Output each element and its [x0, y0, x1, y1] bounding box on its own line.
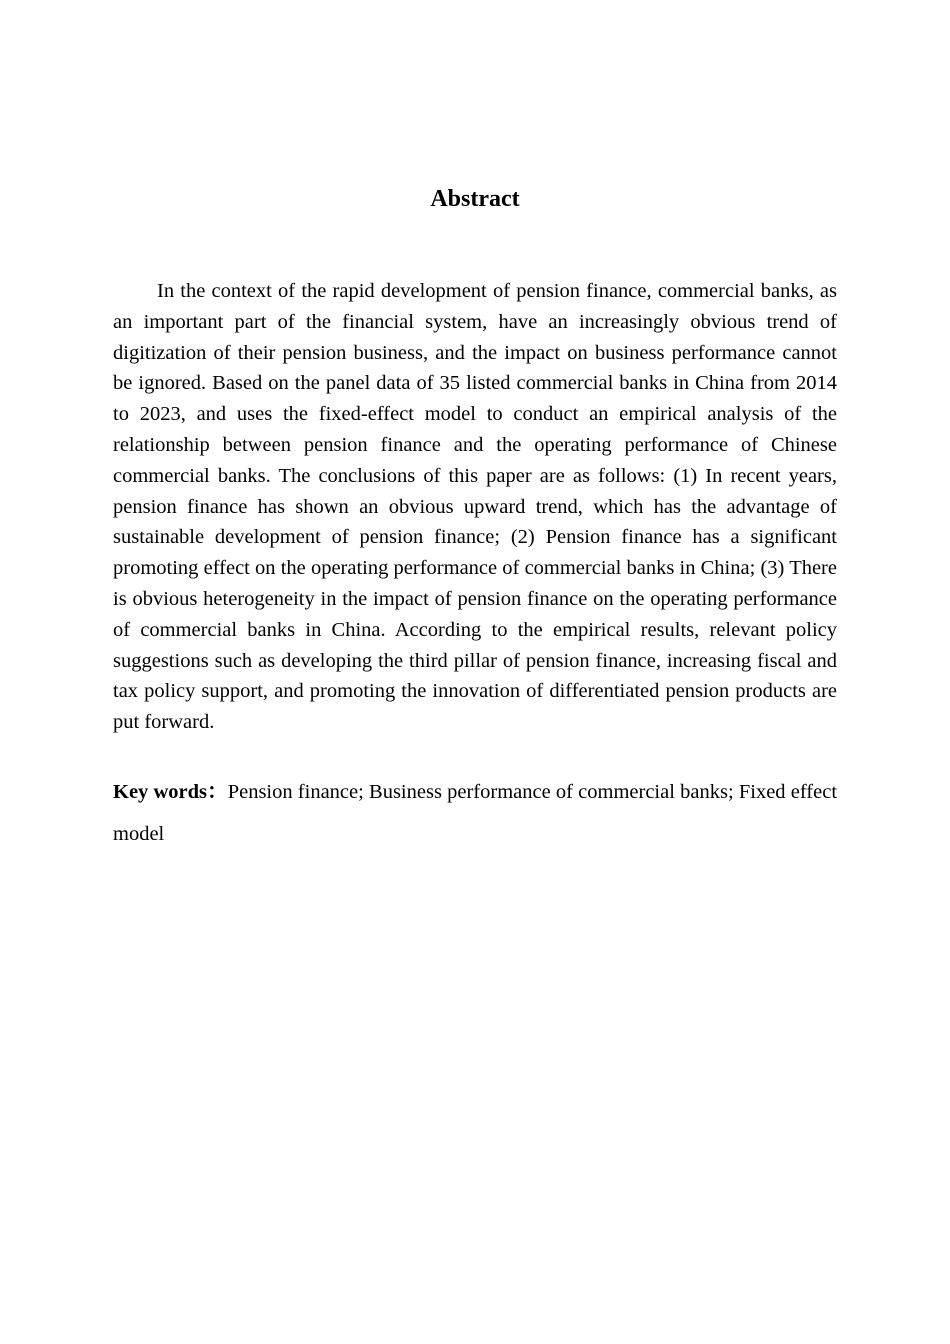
keywords-label: Key words： [113, 781, 228, 803]
keywords-line [113, 771, 837, 855]
abstract-title: Abstract [430, 186, 520, 212]
abstract-paragraph: In the context of the rapid development of pension finance, commercial banks, as an important part of the financial system, have an increasingly obvious trend of digitization of their pension business, and the impact on business performance cannot be ignored. Based on the panel data of 35 listed commercial banks in China from 2014 to 2023, and uses the fixed-effect model to conduct an empirical analysis of the relationship between pension finance and the operating performance of Chinese commercial banks. The conclusions of this paper are as follows: (1) In recent years, pension finance has shown an obvious upward trend, which has the advantage of sustainable development of pension finance; (2) Pension finance has a significant promoting effect on the operating performance of commercial banks in China; (3) There is obvious heterogeneity in the impact of pension finance on the operating performance of commercial banks in China. According to the empirical results, relevant policy suggestions such as developing the third pillar of pension finance, increasing fiscal and tax policy support, and promoting the innovation of differentiated pension products are put forward. [113, 280, 837, 734]
keywords-text: Pension finance; Business performance of commercial banks; Fixed effect model [113, 781, 838, 845]
